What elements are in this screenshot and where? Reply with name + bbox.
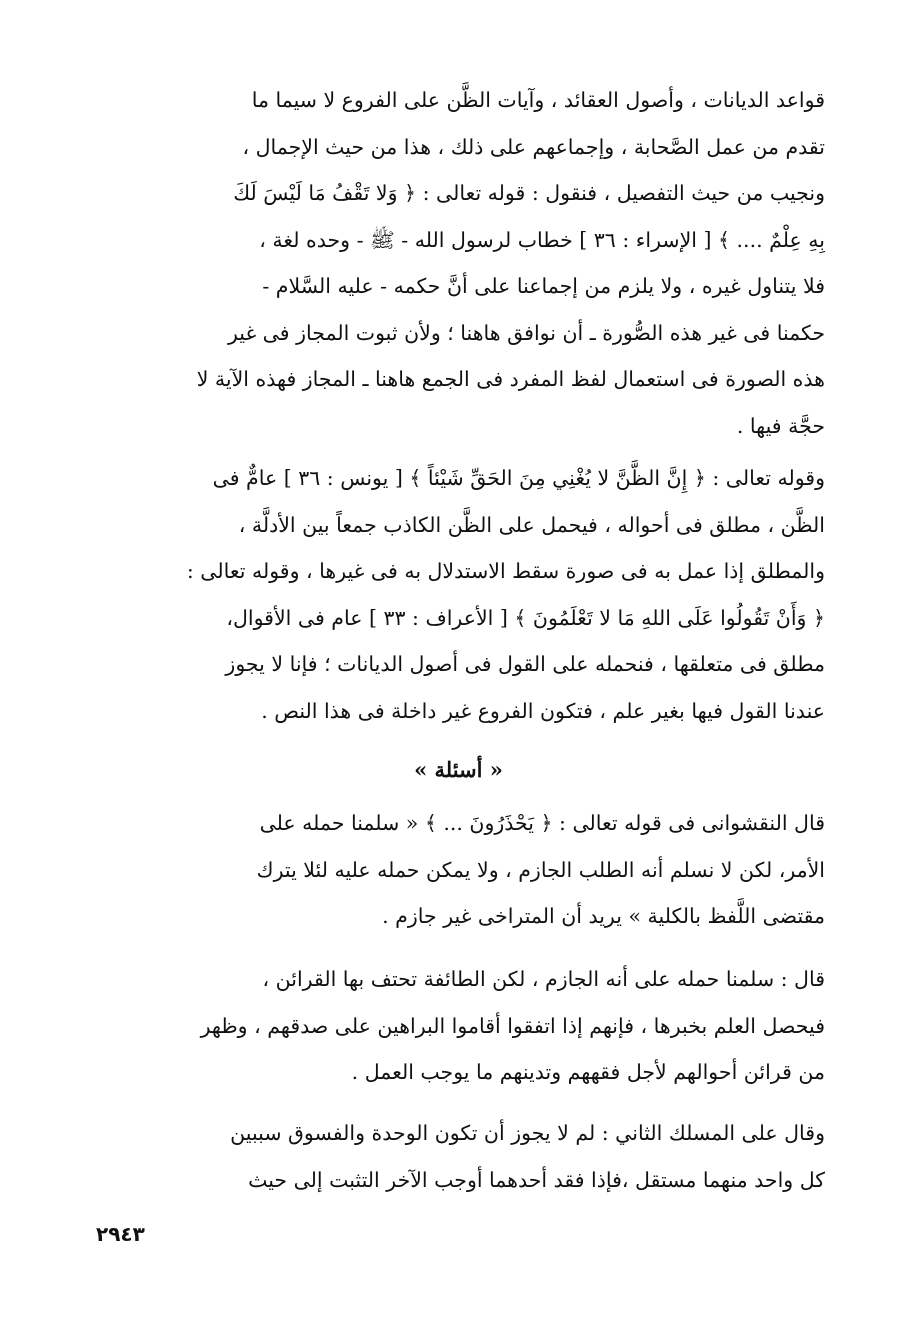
text-line: الأمر، لكن لا نسلم أنه الطلب الجازم ، ولا يمكن حمله عليه لئلا يترك [256,857,825,882]
text-line: مقتضى اللَّفظ بالكلية » يريد أن المتراخى غير جازم . [382,904,825,928]
paragraph [90,1110,825,1203]
text-line: وقال على المسلك الثاني : لم لا يجوز أن تكون الوحدة والفسوق سببين [230,1121,825,1145]
text-line: وقوله تعالى : ﴿ إِنَّ الظَّنَّ لا يُغْنِي مِنَ الحَقِّ شَيْئاً ﴾ [ يونس : ٣٦ ] عامٌّ فى [212,466,825,490]
text-line: قال النقشوانى فى قوله تعالى : ﴿ يَحْذَرُونَ ... ﴾ « سلمنا حمله على [259,811,825,835]
text-line: والمطلق إذا عمل به فى صورة سقط الاستدلال به فى غيرها ، وقوله تعالى : [186,559,825,583]
paragraph [90,77,825,449]
section-heading: « أسئلة » [414,757,503,782]
text-line: مطلق فى متعلقها ، فنحمله على القول فى أصول الديانات ؛ فإنا لا يجوز [225,652,825,676]
text-line: ونجيب من حيث التفصيل ، فنقول : قوله تعالى : ﴿ وَلا تَقْفُ مَا لَيْسَ لَكَ [233,181,825,205]
paragraph [90,956,825,1096]
text-line: كل واحد منهما مستقل ،فإذا فقد أحدهما أوجب الآخر التثبت إلى حيث [248,1167,825,1192]
text-line: تقدم من عمل الصَّحابة ، وإجماعهم على ذلك ، هذا من حيث الإجمال ، [242,134,825,159]
paragraph [90,455,825,734]
text-line: من قرائن أحوالهم لأجل فقههم وتدينهم ما يوجب العمل . [351,1060,825,1084]
text-line: فلا يتناول غيره ، ولا يلزم من إجماعنا على أنَّ حكمه - عليه السَّلام - [262,274,825,298]
page-number: ٢٩٤٣ [96,1222,145,1246]
text-line: الظَّن ، مطلق فى أحواله ، فيحمل على الظَّن الكاذب جمعاً بين الأدلَّة ، [238,512,825,537]
text-line: بِهِ عِلْمٌ .... ﴾ [ الإسراء : ٣٦ ] خطاب لرسول الله - ﷺ - وحده لغة ، [259,227,825,252]
text-line: عندنا القول فيها بغير علم ، فتكون الفروع غير داخلة فى هذا النص . [261,698,825,723]
text-line: هذه الصورة فى استعمال لفظ المفرد فى الجمع هاهنا ـ المجاز فهذه الآية لا [196,367,825,391]
paragraph [90,800,825,940]
text-line: فيحصل العلم بخبرها ، فإنهم إذا اتفقوا أقاموا البراهين على صدقهم ، وظهر [200,1013,825,1038]
text-line: قواعد الديانات ، وأصول العقائد ، وآيات الظَّن على الفروع لا سيما ما [251,88,825,112]
text-line: حجَّة فيها . [736,413,825,438]
text-line: ﴿ وَأَنْ تَقُولُوا عَلَى اللهِ مَا لا تَعْلَمُونَ ﴾ [ الأعراف : ٣٣ ] عام فى الأقوال، [226,605,825,630]
text-line: قال : سلمنا حمله على أنه الجازم ، لكن الطائفة تحتف بها القرائن ، [262,967,825,991]
text-line: حكمنا فى غير هذه الصُّورة ـ أن نوافق هاهنا ؛ ولأن ثبوت المجاز فى غير [227,320,825,345]
